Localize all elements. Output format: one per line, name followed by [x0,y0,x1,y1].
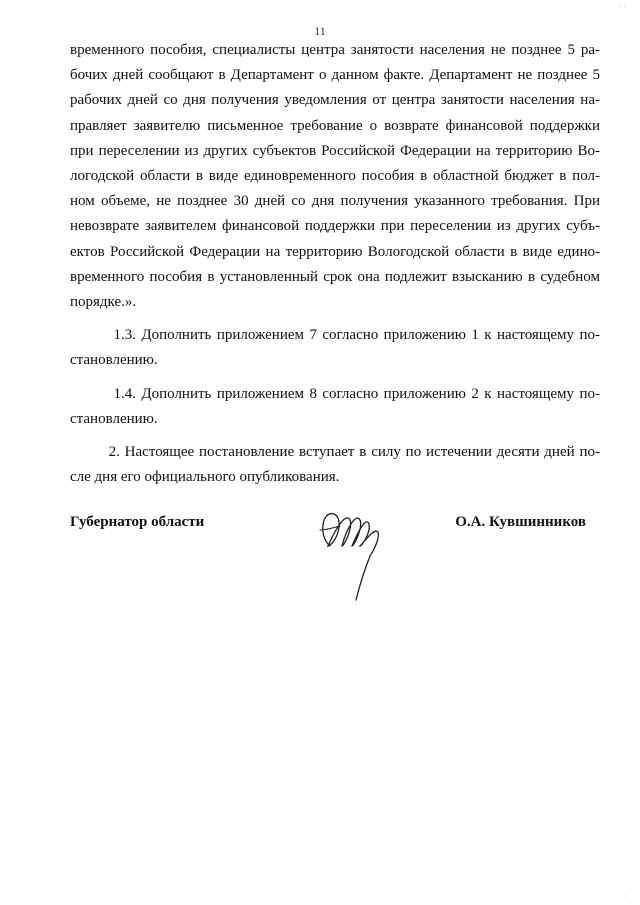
paragraph-3 [70,382,600,432]
text-line: становлению. [70,352,158,369]
signatory-name: О.А. Кувшинников [455,514,586,530]
text-line: становлению. [70,410,158,427]
paragraph-1 [70,38,600,315]
text-line: временного пособия, специалисты центра занятости населения не позднее 5 ра- [70,42,600,58]
paragraph-2 [70,323,600,373]
text-line: порядке.». [70,294,137,311]
signatory-role: Губернатор области [70,514,205,530]
text-line: рабочих дней со дня получения уведомления от центра занятости населения на- [70,92,600,109]
scan-corner-mark: · · [618,2,626,11]
text-line: ектов Российской Федерации на территорию Вологодской области в виде едино- [70,243,600,260]
page-number: 11 [314,24,326,38]
text-line: логодской области в виде единовременного пособия в областной бюджет в пол- [70,168,600,185]
text-line: сле дня его официального опубликования. [70,469,340,486]
text-line: правляет заявителю письменное требование о возврате финансовой поддержки [70,117,600,134]
paragraph-4 [70,440,600,490]
document-body [70,38,600,490]
text-line: 2. Настоящее постановление вступает в силу по истечении десяти дней по- [70,444,600,461]
text-line: 1.3. Дополнить приложением 7 согласно приложению 1 к настоящему по- [70,327,600,344]
text-line: бочих дней сообщают в Департамент о данном факте. Департамент не позднее 5 [70,67,600,84]
text-line: временного пособия в установленный срок она подлежит взысканию в судебном [70,268,600,285]
signature-block [70,506,600,616]
text-line: ном объеме, не позднее 30 дней со дня получения указанного требования. При [70,193,600,210]
text-line: невозврате заявителем финансовой поддержки при переселении из других субъ- [70,218,600,235]
text-line: 1.4. Дополнить приложением 8 согласно приложению 2 к настоящему по- [70,385,600,402]
text-line: при переселении из других субъектов Российской Федерации на территорию Во- [70,142,600,159]
scan-corner-mark: · · [618,892,626,901]
handwritten-signature [316,506,406,606]
